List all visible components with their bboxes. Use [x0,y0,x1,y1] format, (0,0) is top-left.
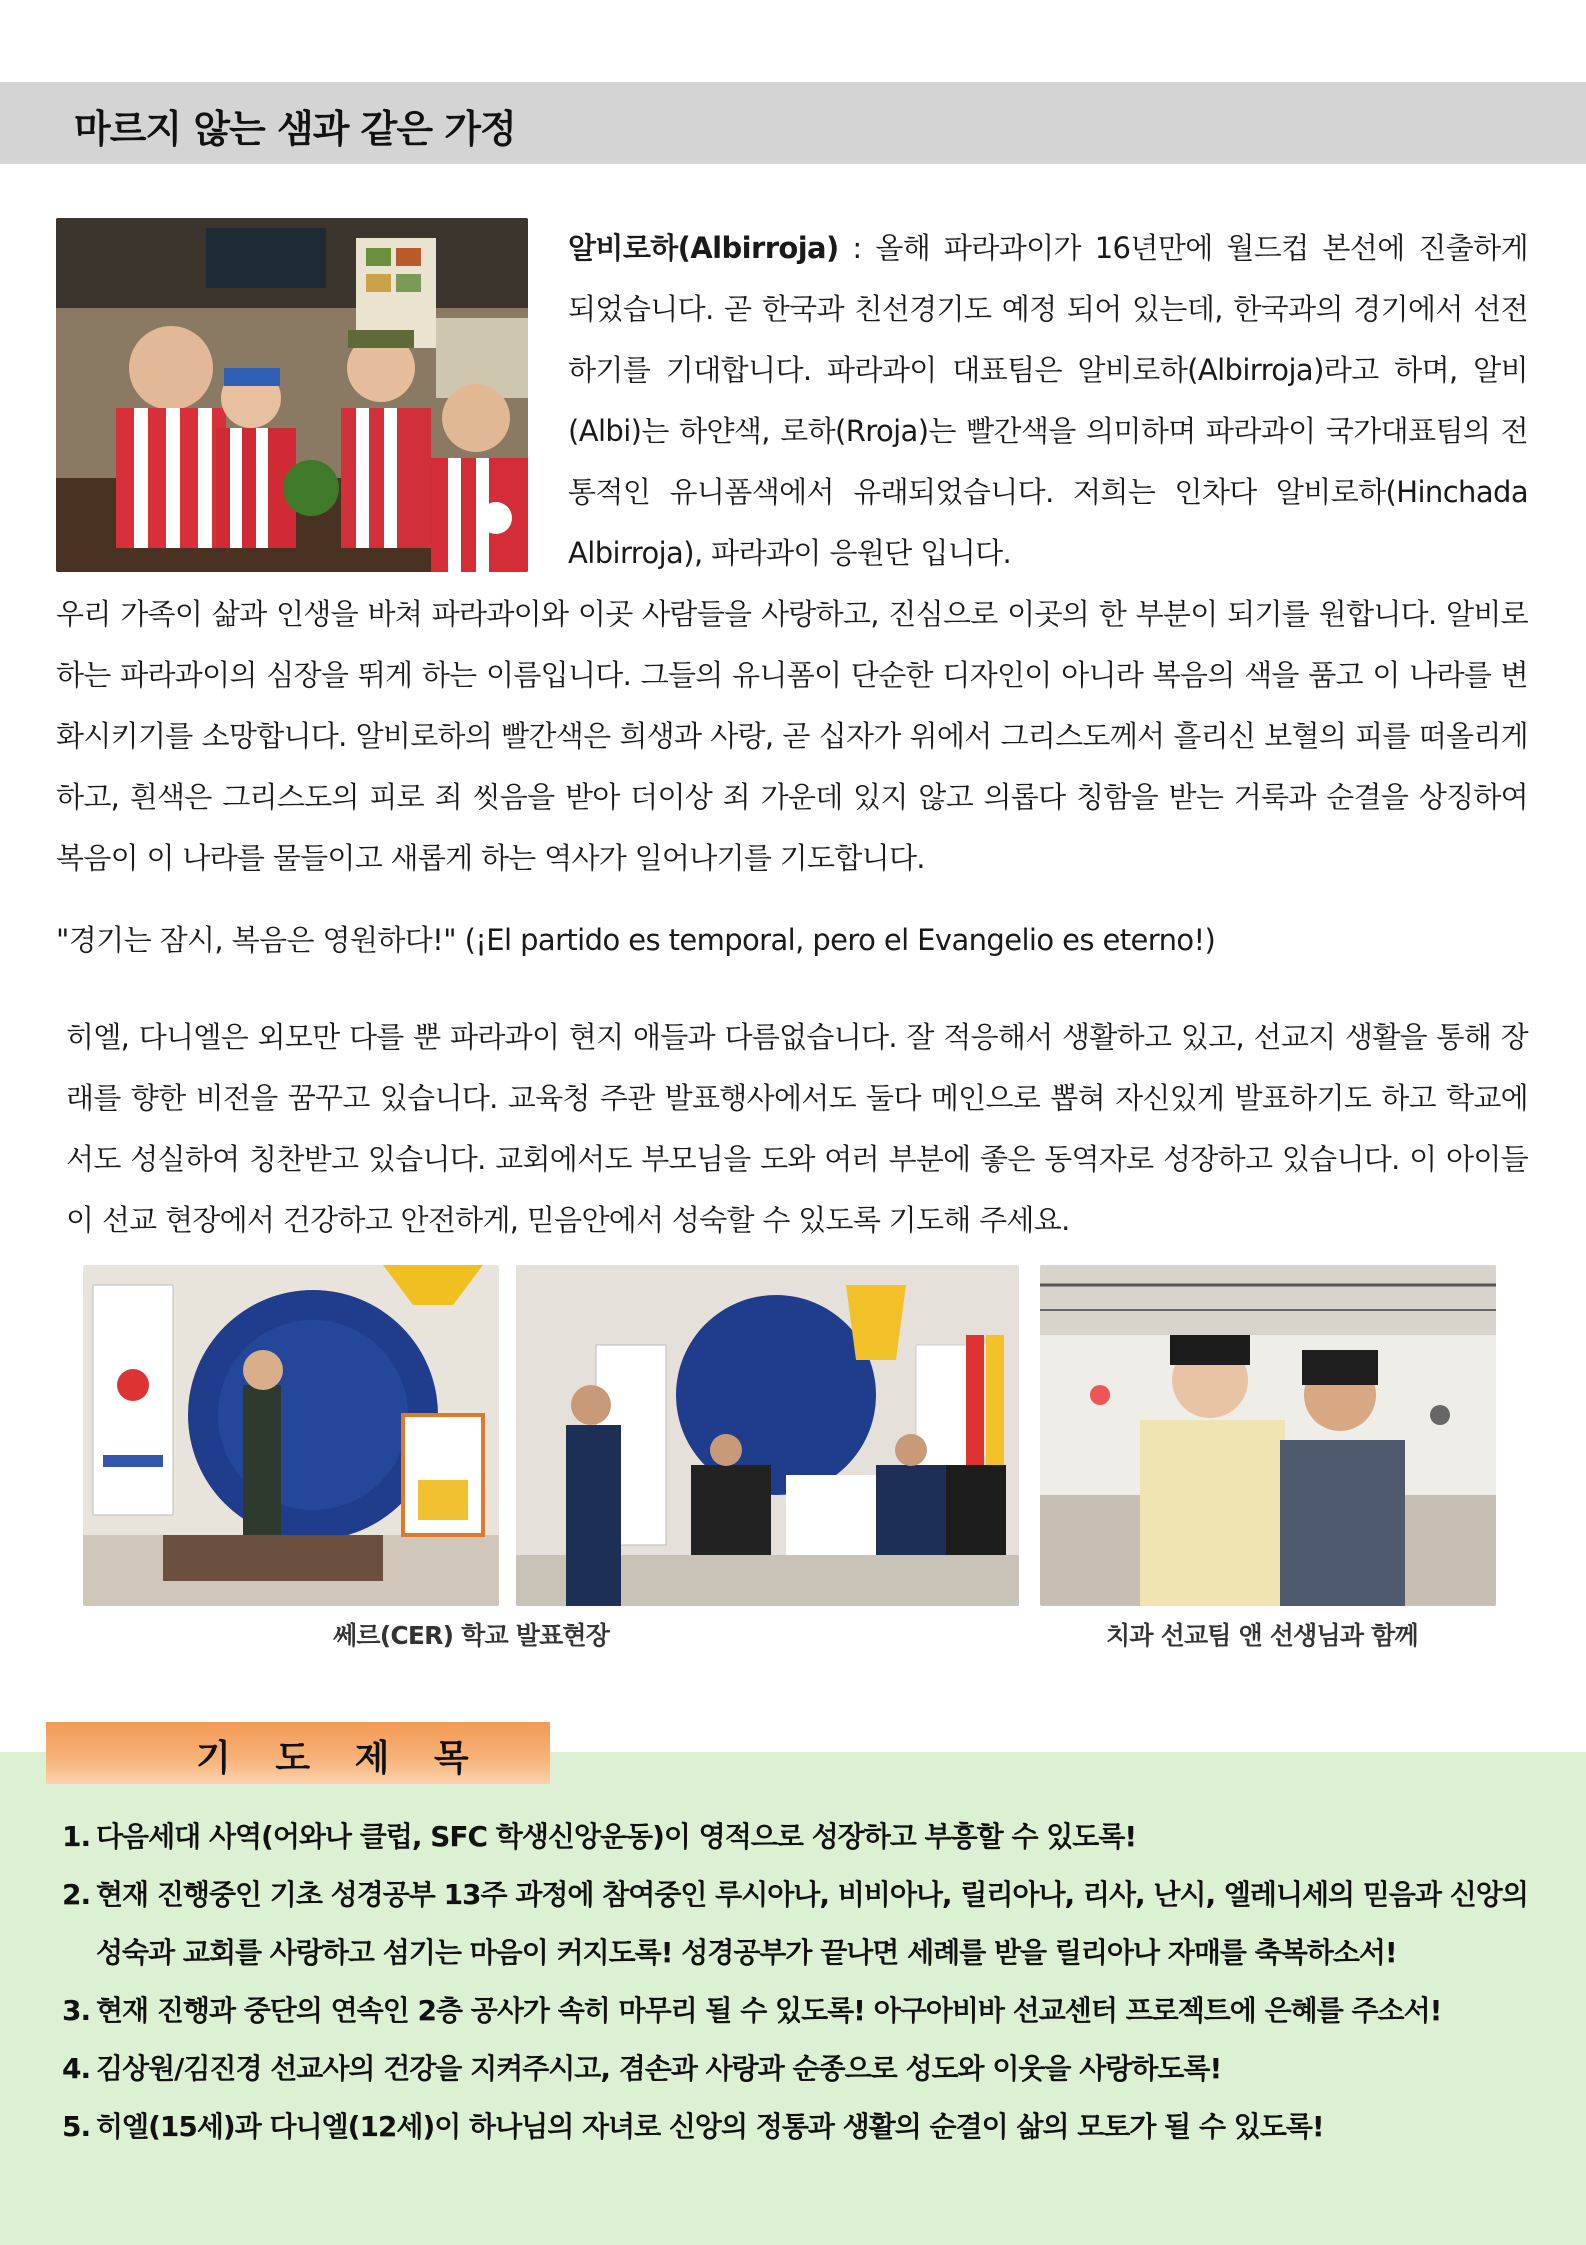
albirroja-text: : 올해 파라과이가 16년만에 월드컵 본선에 진출하게 되었습니다. 곧 한국과 친선경기도 예정 되어 있는데, 한국과의 경기에서 선전하기를 기대합니다. 파라과이 대표팀은 알비로하(Albirroja)라고 하며, 알비(Albi)는 하얀색, 로하(Rroja)는 빨간색을 의미하며 파라과이 국가대표팀의 전통적인 유니폼색에서 유래되었습니다. 저희는 인차다 알비로하(Hinchada Albirroja), 파라과이 응원단 입니다. [568,231,1528,570]
prayer-item: 4. 김상원/김진경 선교사의 건강을 지켜주시고, 겸손과 사랑과 순종으로 성도와 이웃을 사랑하도록! [62,2052,1222,2085]
prayer-title: 기 도 제 목 [196,1738,485,1779]
prayer-item: 1. 다음세대 사역(어와나 클럽, SFC 학생신앙운동)이 영적으로 성장하고 부흥할 수 있도록! [62,1820,1137,1853]
family-photo [56,218,528,572]
school-photo-speaker [83,1265,499,1606]
albirroja-intro [568,218,1528,584]
prayer-item: 2. 현재 진행중인 기초 성경공부 13주 과정에 참여중인 루시아나, 비비아나, 릴리아나, 리사, 난시, 엘레니세의 믿음과 신앙의 성숙과 교회를 사랑하고 섬기는 마음이 커지도록! 성경공부가 끝나면 세례를 받을 릴리아나 자매를 축복하소서! [62,1878,1528,1969]
caption-school: 쎄르(CER) 학교 발표현장 [333,1621,610,1650]
children-paragraph: 히엘, 다니엘은 외모만 다를 뿐 파라과이 현지 애들과 다름없습니다. 잘 적응해서 생활하고 있고, 선교지 생활을 통해 장래를 향한 비전을 꿈꾸고 있습니다. 교육청 주관 발표행사에서도 둘다 메인으로 뽑혀 자신있게 발표하기도 하고 학교에서도 성실하여 칭찬받고 있습니다. 교회에서도 부모님을 도와 여러 부분에 좋은 동역자로 성장하고 있습니다. 이 아이들이 선교 현장에서 건강하고 안전하게, 믿음안에서 성숙할 수 있도록 기도해 주세요. [66,1020,1528,1237]
prayer-item: 5. 히엘(15세)과 다니엘(12세)이 하나님의 자녀로 신앙의 정통과 생활의 순결이 삶의 모토가 될 수 있도록! [62,2110,1324,2143]
caption-dental: 치과 선교팀 앤 선생님과 함께 [1106,1621,1418,1650]
prayer-item: 3. 현재 진행과 중단의 연속인 2층 공사가 속히 마무리 될 수 있도록! 아구아비바 선교센터 프로젝트에 은혜를 주소서! [62,1994,1442,2027]
school-photo-panel [516,1265,1019,1606]
prayer-list [62,1808,1562,2156]
family-paragraph: 우리 가족이 삶과 인생을 바쳐 파라과이와 이곳 사람들을 사랑하고, 진심으로 이곳의 한 부분이 되기를 원합니다. 알비로하는 파라과이의 심장을 뛰게 하는 이름입니다. 그들의 유니폼이 단순한 디자인이 아니라 복음의 색을 품고 이 나라를 변화시키기를 소망합니다. 알비로하의 빨간색은 희생과 사랑, 곧 십자가 위에서 그리스도께서 흘리신 보혈의 피를 떠올리게 하고, 흰색은 그리스도의 피로 죄 씻음을 받아 더이상 죄 가운데 있지 않고 의롭다 칭함을 받는 거룩과 순결을 상징하여 복음이 이 나라를 물들이고 새롭게 하는 역사가 일어나기를 기도합니다. [56,597,1528,875]
title-band [0,82,1586,164]
gospel-quote: "경기는 잠시, 복음은 영원하다!" (¡El partido es temporal, pero el Evangelio es eterno!) [56,923,1216,957]
albirroja-term: 알비로하(Albirroja) [568,231,839,265]
dental-team-photo [1040,1265,1496,1606]
page-title: 마르지 않는 샘과 같은 가정 [74,107,516,151]
prayer-title-tab [46,1722,550,1784]
